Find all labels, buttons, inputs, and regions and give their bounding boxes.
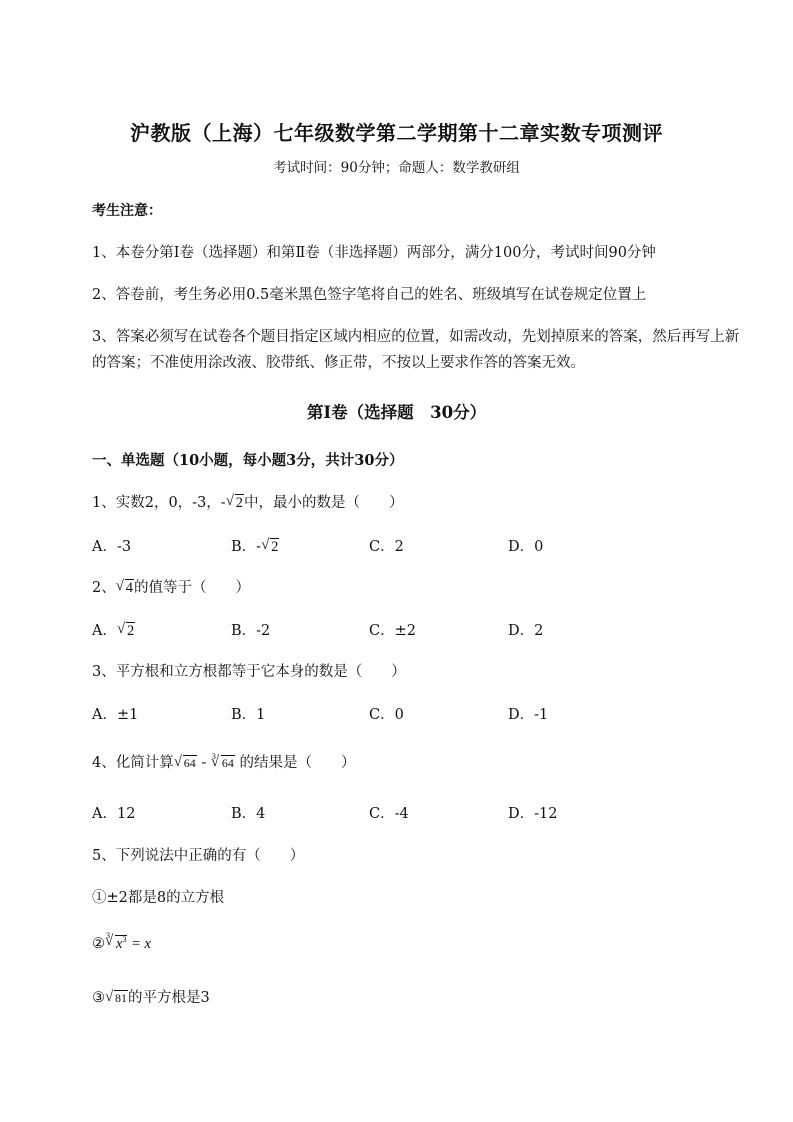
q1-option-c[interactable]: C．2: [369, 539, 404, 555]
sqrt-symbol: √ 2: [227, 495, 244, 512]
note-item: 的答案；不准使用涂改液、胶带纸、修正带，不按以上要求作答的答案无效。: [92, 355, 585, 371]
exam-subtitle: 考试时间：90分钟；命题人：数学教研组: [273, 160, 520, 176]
q2-option-d[interactable]: D．2: [508, 623, 544, 639]
q1-option-d[interactable]: D．0: [508, 539, 544, 555]
sqrt-symbol: √ 2: [262, 539, 279, 556]
q3-option-c[interactable]: C．0: [369, 707, 404, 723]
sqrt-symbol: √ 4: [117, 580, 134, 597]
q1-stem-pre: 1、实数2，0，-3，-: [92, 495, 226, 511]
question-5-stem: 5、下列说法中正确的有（ ）: [92, 848, 305, 864]
q2-option-b[interactable]: B．-2: [231, 623, 271, 639]
sqrt-symbol: √ 64: [175, 756, 197, 771]
q5-statement-1: ①±2都是8的立方根: [92, 890, 225, 906]
q3-option-a[interactable]: A．±1: [92, 707, 139, 723]
note-item: 1、本卷分第Ⅰ卷（选择题）和第Ⅱ卷（非选择题）两部分，满分100分，考试时间90分钟: [92, 245, 656, 261]
q2-option-a[interactable]: A．√ 2: [92, 619, 135, 640]
question-group-heading: 一、单选题（10小题，每小题3分，共计30分）: [92, 452, 404, 469]
q5-statement-3: ③√ 81的平方根是3: [92, 986, 210, 1007]
question-3-stem: 3、平方根和立方根都等于它本身的数是（ ）: [92, 664, 406, 680]
note-item: 2、答卷前，考生务必用0.5毫米黑色签字笔将自己的姓名、班级填写在试卷规定位置上: [92, 287, 647, 303]
q4-option-d[interactable]: D．-12: [508, 806, 558, 822]
q1-option-a[interactable]: A．-3: [92, 539, 132, 555]
q3-option-d[interactable]: D．-1: [508, 707, 549, 723]
question-1-stem: [92, 491, 403, 512]
question-4-stem: 4、化简计算√ 64 - √ 3 64 的结果是（ ）: [92, 751, 355, 772]
q1-option-b[interactable]: B．-√ 2: [231, 535, 279, 556]
exam-title: 沪教版（上海）七年级数学第二学期第十二章实数专项测评: [130, 121, 663, 145]
sqrt-symbol: √ 2: [118, 623, 135, 640]
section-title: 第Ⅰ卷（选择题 30分）: [306, 403, 487, 422]
cube-root-symbol: √ 3 $x^3$: [106, 935, 127, 953]
sqrt-symbol: √ 81: [106, 991, 128, 1006]
q2-option-c[interactable]: C．±2: [369, 623, 416, 639]
note-item: 3、答案必须写在试卷各个题目指定区域内相应的位置，如需改动，先划掉原来的答案，然后再写上新: [92, 329, 740, 345]
q5-statement-2: ② √ 3 $x^3 = x$: [92, 935, 151, 953]
q3-option-b[interactable]: B．1: [231, 707, 266, 723]
notes-heading: 考生注意：: [92, 203, 162, 219]
q1-stem-post: 中，最小的数是（ ）: [243, 495, 404, 511]
q4-option-c[interactable]: C．-4: [369, 806, 409, 822]
question-2-stem: 2、√ 4的值等于（ ）: [92, 576, 250, 597]
q4-option-a[interactable]: A．12: [92, 806, 136, 822]
q4-option-b[interactable]: B．4: [231, 806, 266, 822]
cube-root-symbol: √ 3 64: [212, 756, 235, 771]
